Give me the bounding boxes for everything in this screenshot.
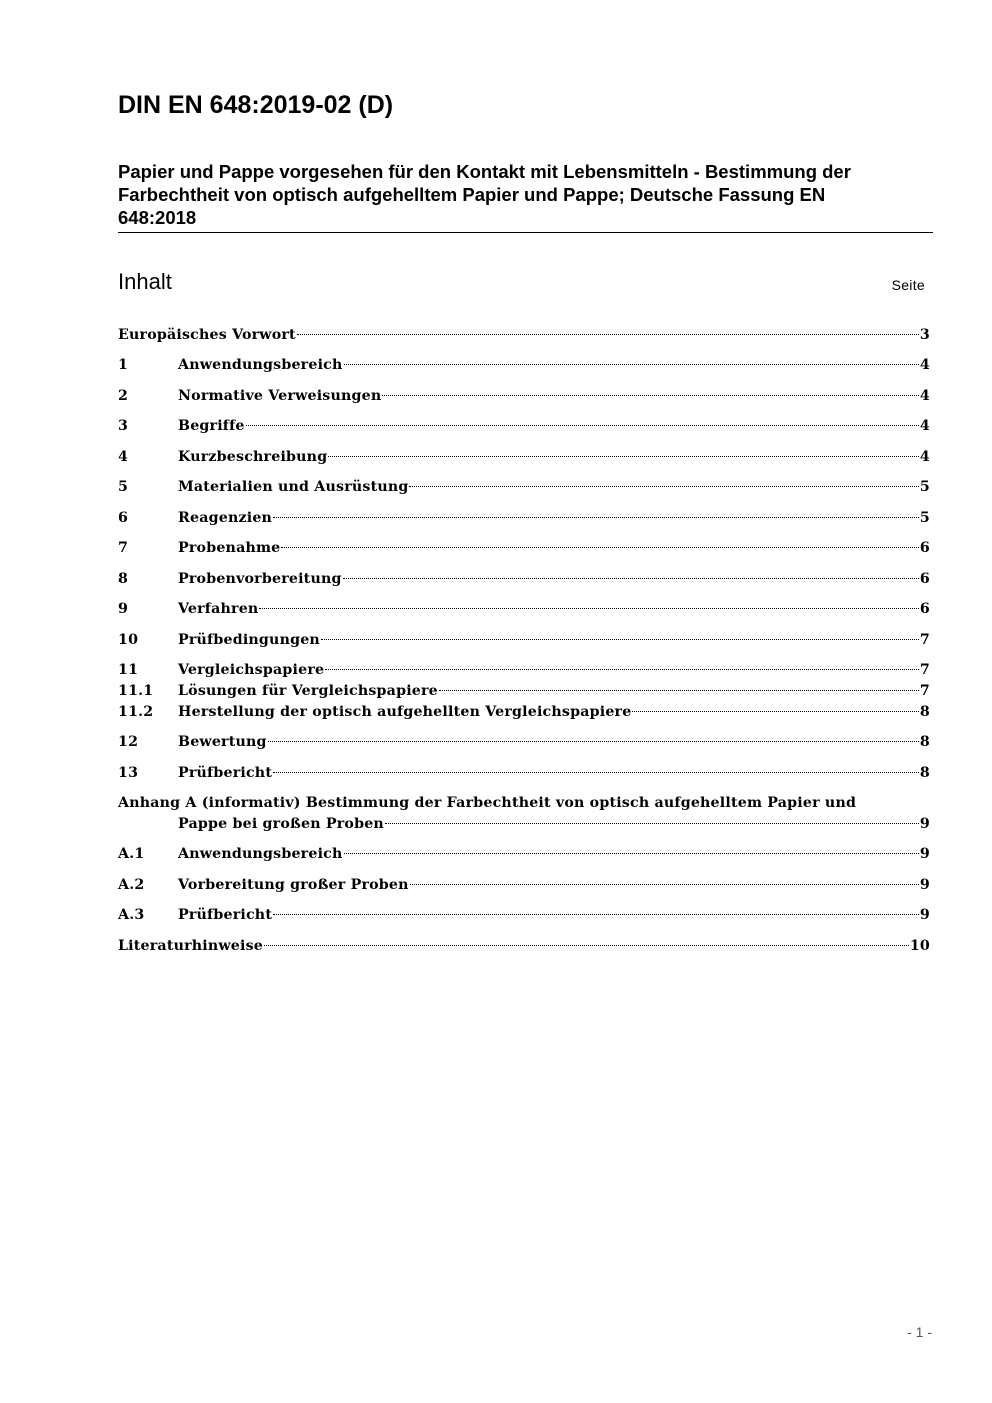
toc-entry-title: Materialien und Ausrüstung (178, 479, 409, 495)
toc-entry-page: 9 (919, 877, 930, 893)
toc-entry-section-13[interactable] (118, 762, 930, 784)
toc-entry-title: Bewertung (178, 734, 267, 750)
toc-entry-page: 8 (919, 734, 930, 750)
toc-dot-leader (343, 578, 919, 579)
toc-entry-title: Anwendungsbereich (178, 846, 343, 862)
toc-entry-number: 12 (118, 734, 139, 750)
toc-entry-page: 7 (919, 632, 930, 648)
toc-entry-number: 11 (118, 662, 139, 678)
toc-entry-page: 4 (919, 449, 930, 465)
toc-dot-leader (273, 517, 919, 518)
toc-entry-page: 5 (919, 510, 930, 526)
toc-entry-title: Probenvorbereitung (178, 571, 342, 587)
toc-heading: Inhalt (118, 269, 172, 294)
toc-entry-number: 3 (118, 418, 129, 434)
toc-entry-page: 6 (919, 540, 930, 556)
toc-entry-page: 6 (919, 571, 930, 587)
toc-entry-title: Prüfbericht (178, 907, 273, 923)
toc-entry-page: 9 (919, 816, 930, 832)
toc-entry-page: 5 (919, 479, 930, 495)
toc-entry-number: 9 (118, 601, 129, 617)
toc-entry-number: 11.1 (118, 683, 154, 699)
toc-entry-title: Normative Verweisungen (178, 388, 382, 404)
document-id: DIN EN 648:2019-02 (D) (118, 91, 394, 119)
toc-entry-page: 8 (919, 765, 930, 781)
toc-entry-title: Kurzbeschreibung (178, 449, 328, 465)
toc-entry-annex-a[interactable] (118, 813, 930, 835)
toc-entry-section-1[interactable] (118, 354, 930, 376)
toc-entry-page: 4 (919, 418, 930, 434)
toc-entry-page: 9 (919, 907, 930, 923)
toc-dot-leader (328, 456, 919, 457)
toc-entry-title: Anwendungsbereich (178, 357, 343, 373)
document-title-line: Farbechtheit von optisch aufgehelltem Papier und Pappe; Deutsche Fassung EN (118, 184, 826, 205)
toc-entry-section-5[interactable] (118, 476, 930, 498)
document-title (118, 160, 933, 233)
toc-entry-number: 6 (118, 510, 129, 526)
page-number: - 1 - (907, 1324, 932, 1340)
toc-entry-title: Probenahme (178, 540, 281, 556)
toc-entry-annex-a-3[interactable] (118, 904, 930, 926)
toc-dot-leader (325, 669, 919, 670)
toc-entry-number: A.1 (118, 846, 145, 862)
toc-entry-section-12[interactable] (118, 731, 930, 753)
toc-entry-page: 9 (919, 846, 930, 862)
toc-entry-title: Europäisches Vorwort (118, 327, 296, 343)
toc-entry-section-11-2[interactable] (118, 701, 930, 723)
toc-dot-leader (297, 334, 919, 335)
toc-entry-number: 7 (118, 540, 129, 556)
toc-entry-section-11-1[interactable] (118, 680, 930, 702)
toc-dot-leader (259, 608, 918, 609)
toc-entry-title: Reagenzien (178, 510, 273, 526)
toc-entry-number: 1 (118, 357, 129, 373)
toc-entry-title: Literaturhinweise (118, 938, 264, 954)
toc-entry-section-8[interactable] (118, 568, 930, 590)
toc-entry-number: A.3 (118, 907, 145, 923)
toc-entry-section-4[interactable] (118, 446, 930, 468)
toc-entry-number: 2 (118, 388, 129, 404)
document-title-line: Papier und Pappe vorgesehen für den Kontakt mit Lebensmitteln - Bestimmung der (118, 161, 851, 182)
toc-entry-title: Lösungen für Vergleichspapiere (178, 683, 438, 699)
toc-entry-foreword[interactable] (118, 324, 930, 346)
document-title-line: 648:2018 (118, 207, 197, 228)
toc-entry-bibliography[interactable] (118, 935, 930, 957)
toc-entry-page: 4 (919, 357, 930, 373)
toc-entry-page: 8 (919, 704, 930, 720)
toc-dot-leader (410, 884, 919, 885)
toc-entry-page: 6 (919, 601, 930, 617)
toc-entry-page: 3 (919, 327, 930, 343)
toc-entry-number: 13 (118, 765, 139, 781)
toc-entry-page: 7 (919, 683, 930, 699)
toc-entry-title: Begriffe (178, 418, 245, 434)
toc-entry-title: Vergleichspapiere (178, 662, 325, 678)
toc-dot-leader (264, 945, 909, 946)
toc-entry-page: 10 (909, 938, 930, 954)
toc-entry-title: Prüfbedingungen (178, 632, 320, 648)
toc-entry-number: 10 (118, 632, 139, 648)
toc-dot-leader (273, 772, 919, 773)
toc-entry-section-2[interactable] (118, 385, 930, 407)
toc-dot-leader (344, 853, 919, 854)
toc-dot-leader (246, 425, 919, 426)
toc-entry-section-9[interactable] (118, 598, 930, 620)
toc-entry-page: 4 (919, 388, 930, 404)
toc-entry-annex-a-1[interactable] (118, 843, 930, 865)
toc-entry-number: 11.2 (118, 704, 154, 720)
toc-entry-page: 7 (919, 662, 930, 678)
toc-entry-annex-a-title[interactable]: Anhang A (informativ) Bestimmung der Farbechtheit von optisch aufgehelltem Papier und (118, 795, 857, 811)
toc-entry-number: 8 (118, 571, 129, 587)
toc-dot-leader (281, 547, 919, 548)
toc-dot-leader (344, 364, 919, 365)
toc-entry-section-7[interactable] (118, 537, 930, 559)
toc-entry-title: Verfahren (178, 601, 259, 617)
toc-dot-leader (273, 914, 919, 915)
toc-dot-leader (268, 741, 919, 742)
toc-entry-section-11[interactable] (118, 659, 930, 681)
toc-dot-leader (632, 711, 918, 712)
toc-entry-number: 4 (118, 449, 129, 465)
toc-dot-leader (439, 690, 919, 691)
toc-dot-leader (382, 395, 919, 396)
toc-entry-title: Vorbereitung großer Proben (178, 877, 409, 893)
toc-entry-title: Herstellung der optisch aufgehellten Vergleichspapiere (178, 704, 632, 720)
toc-dot-leader (385, 823, 919, 824)
toc-dot-leader (409, 486, 918, 487)
toc-entry-title: Pappe bei großen Proben (178, 816, 384, 832)
toc-entry-number: 5 (118, 479, 129, 495)
toc-entry-section-3[interactable] (118, 415, 930, 437)
toc-entry-number: A.2 (118, 877, 145, 893)
toc-entry-section-10[interactable] (118, 629, 930, 651)
toc-entry-title: Prüfbericht (178, 765, 273, 781)
toc-entry-annex-a-2[interactable] (118, 874, 930, 896)
toc-dot-leader (321, 639, 919, 640)
toc-entry-section-6[interactable] (118, 507, 930, 529)
toc-page-column-label: Seite (891, 277, 925, 293)
